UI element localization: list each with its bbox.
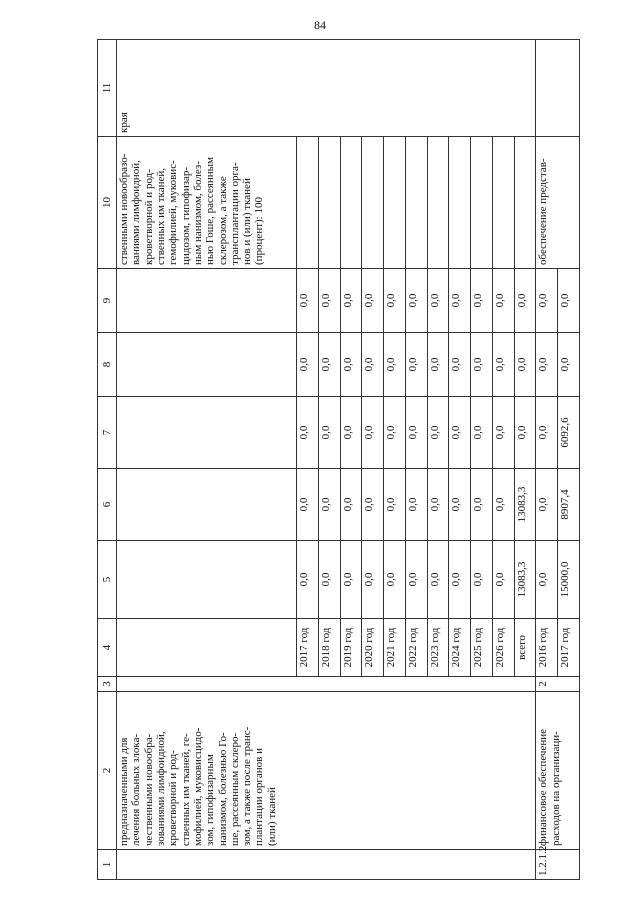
- value-cell: 0,0: [384, 397, 406, 469]
- value-cell: 0,0: [318, 269, 340, 333]
- header-col-1: 1: [98, 850, 117, 880]
- value-cell: 0,0: [514, 397, 536, 469]
- value-cell: 0,0: [449, 541, 471, 619]
- value-cell: 0,0: [405, 269, 427, 333]
- table-row: [117, 40, 297, 880]
- value-cell: 0,0: [340, 469, 362, 541]
- value-cell: 0,0: [362, 333, 384, 397]
- value-cell: 0,0: [384, 469, 406, 541]
- header-col-7: 7: [98, 397, 117, 469]
- value-cell: 0,0: [471, 269, 493, 333]
- value-cell: 0,0: [471, 469, 493, 541]
- cell-col3: [117, 677, 536, 692]
- cell-empty: [297, 137, 319, 269]
- value-cell: 0,0: [471, 397, 493, 469]
- cell-empty: [471, 137, 493, 269]
- value-cell: 0,0: [492, 333, 514, 397]
- indicator-description: обеспечение представ-: [536, 137, 580, 269]
- value-cell: 0,0: [427, 397, 449, 469]
- year-cell: 2018 год: [318, 619, 340, 677]
- header-row: [98, 40, 117, 880]
- value-cell: 0,0: [492, 269, 514, 333]
- value-cell: 0,0: [362, 269, 384, 333]
- cell-empty: [384, 137, 406, 269]
- value-cell: 6092,6: [558, 397, 580, 469]
- value-cell: 0,0: [471, 333, 493, 397]
- cell-empty: [117, 541, 297, 619]
- year-cell: 2026 год: [492, 619, 514, 677]
- value-cell: 0,0: [449, 333, 471, 397]
- year-cell: 2023 год: [427, 619, 449, 677]
- cell-empty: [117, 333, 297, 397]
- header-col-3: 3: [98, 677, 117, 692]
- value-cell: 0,0: [340, 333, 362, 397]
- value-cell: 0,0: [536, 269, 558, 333]
- cell-empty: [117, 397, 297, 469]
- header-col-8: 8: [98, 333, 117, 397]
- responsible-executor: края: [117, 40, 536, 137]
- cell-empty: [318, 137, 340, 269]
- value-cell: 0,0: [318, 469, 340, 541]
- value-cell: 0,0: [384, 333, 406, 397]
- header-col-9: 9: [98, 269, 117, 333]
- financing-table: [97, 39, 580, 880]
- value-cell: 0,0: [340, 397, 362, 469]
- value-cell: 0,0: [297, 333, 319, 397]
- header-col-2: 2: [98, 692, 117, 850]
- value-cell: 0,0: [318, 541, 340, 619]
- value-cell: 0,0: [362, 541, 384, 619]
- header-col-5: 5: [98, 541, 117, 619]
- value-cell: 0,0: [449, 269, 471, 333]
- responsible-executor: [536, 40, 580, 137]
- year-cell: 2024 год: [449, 619, 471, 677]
- cell-empty: [340, 137, 362, 269]
- value-cell: 0,0: [318, 333, 340, 397]
- value-cell: 0,0: [427, 269, 449, 333]
- measure-description: финансовое обеспечение расходов на организаци-: [536, 692, 580, 850]
- value-cell: 0,0: [297, 469, 319, 541]
- page-number: 84: [314, 18, 326, 32]
- value-cell: 0,0: [471, 541, 493, 619]
- header-col-4: 4: [98, 619, 117, 677]
- measure-description: предназначенными для лечения больных злока- чественными новообра- зованиями лимфоидной, кроветворной и род- ственных им тканей, ге- мофилией, муковисцидо- зом, гипофизарным нанизмом, болезнью Го- ше, рассеянным склеро- зом, а также после транс- плантации органов и (или) тканей: [117, 692, 536, 850]
- header-col-10: 10: [98, 137, 117, 269]
- value-cell: 13083,3: [514, 541, 536, 619]
- value-cell: 0,0: [405, 469, 427, 541]
- value-cell: 0,0: [492, 469, 514, 541]
- year-cell: 2020 год: [362, 619, 384, 677]
- value-cell: 0,0: [514, 269, 536, 333]
- value-cell: 0,0: [536, 541, 558, 619]
- cell-empty: [449, 137, 471, 269]
- value-cell: 0,0: [362, 469, 384, 541]
- cell-empty: [362, 137, 384, 269]
- cell-empty: [492, 137, 514, 269]
- value-cell: 0,0: [405, 333, 427, 397]
- value-cell: 0,0: [297, 541, 319, 619]
- year-cell: 2021 год: [384, 619, 406, 677]
- value-cell: 0,0: [536, 397, 558, 469]
- header-col-6: 6: [98, 469, 117, 541]
- cell-col1: [117, 850, 536, 880]
- item-number: 1.2.1.2: [536, 850, 580, 880]
- table-row: [536, 40, 558, 880]
- total-label: всего: [514, 619, 536, 677]
- value-cell: 0,0: [449, 469, 471, 541]
- value-cell: 0,0: [492, 397, 514, 469]
- value-cell: 0,0: [558, 269, 580, 333]
- value-cell: 8907,4: [558, 469, 580, 541]
- value-cell: 0,0: [536, 469, 558, 541]
- value-cell: 0,0: [362, 397, 384, 469]
- year-cell: 2017 год: [297, 619, 319, 677]
- rotated-table-container: [97, 40, 580, 880]
- header-col-11: 11: [98, 40, 117, 137]
- value-cell: 0,0: [427, 333, 449, 397]
- value-cell: 13083,3: [514, 469, 536, 541]
- value-cell: 0,0: [427, 469, 449, 541]
- cell-empty: [427, 137, 449, 269]
- cell-empty: [514, 137, 536, 269]
- value-cell: 0,0: [514, 333, 536, 397]
- value-cell: 0,0: [492, 541, 514, 619]
- value-cell: 0,0: [405, 397, 427, 469]
- cell-empty: [405, 137, 427, 269]
- value-cell: 0,0: [536, 333, 558, 397]
- value-cell: 0,0: [340, 269, 362, 333]
- year-cell: 2019 год: [340, 619, 362, 677]
- year-cell: 2022 год: [405, 619, 427, 677]
- value-cell: 0,0: [427, 541, 449, 619]
- cell-empty: [117, 469, 297, 541]
- cell-year-empty: [117, 619, 297, 677]
- cell-col3: 2: [536, 677, 580, 692]
- cell-empty: [117, 269, 297, 333]
- value-cell: 0,0: [384, 269, 406, 333]
- value-cell: 0,0: [558, 333, 580, 397]
- year-cell: 2016 год: [536, 619, 558, 677]
- value-cell: 0,0: [340, 541, 362, 619]
- year-cell: 2025 год: [471, 619, 493, 677]
- value-cell: 0,0: [405, 541, 427, 619]
- value-cell: 0,0: [318, 397, 340, 469]
- value-cell: 15000,0: [558, 541, 580, 619]
- value-cell: 0,0: [384, 541, 406, 619]
- value-cell: 0,0: [297, 397, 319, 469]
- value-cell: 0,0: [449, 397, 471, 469]
- indicator-description: ственными новообразо- ваниями лимфоидной, кроветворной и род- ственных им тканей, гемофилией, муковис- цидозом, гипофизар- ным нанизмом, болез- нью Гоше, рассеянным склерозом, а также трансплантации орга- нов и (или) тканей (процент): 100: [117, 137, 297, 269]
- year-cell: 2017 год: [558, 619, 580, 677]
- value-cell: 0,0: [297, 269, 319, 333]
